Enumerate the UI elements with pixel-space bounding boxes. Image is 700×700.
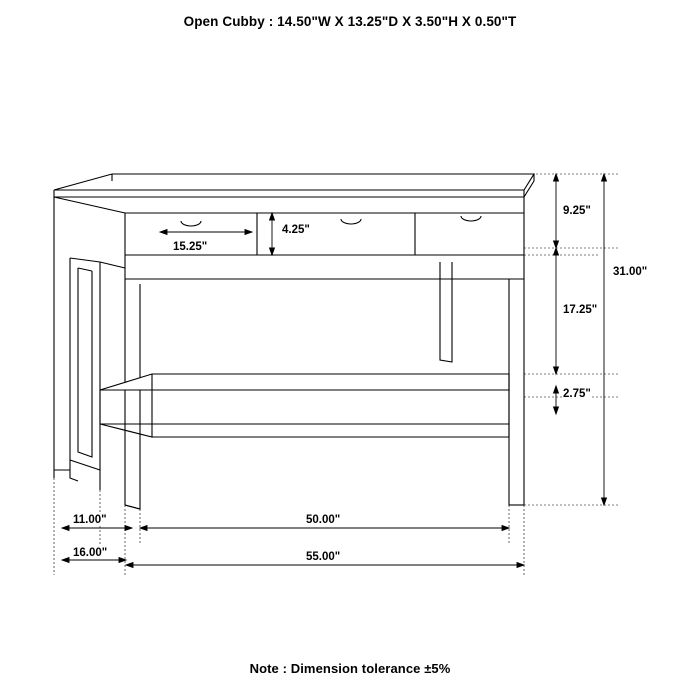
dim-label-drawer-width: 15.25" [173,241,208,253]
dim-label-leg-height: 2.75" [563,388,591,400]
left-side-panel [54,197,100,490]
dimension-arrows [62,174,607,568]
back-right-leg [440,262,452,362]
drawer-apron [54,197,524,279]
front-left-leg [125,279,140,509]
tolerance-note: Note : Dimension tolerance ±5% [249,661,451,676]
page-title: Open Cubby : 14.50"W X 13.25"D X 3.50"H X 0.50"T [183,14,517,29]
lower-shelf [100,374,509,437]
dim-label-apron-height: 9.25" [563,205,591,217]
dim-label-drawer-height: 4.25" [282,224,310,236]
shelf-back-rail [100,262,440,268]
dim-label-total-width: 55.00" [306,551,341,563]
dim-label-shelf-depth-front: 11.00" [73,514,107,526]
table-top [54,174,534,197]
dim-label-shelf-width: 50.00" [306,514,341,526]
dim-label-total-depth: 16.00" [73,547,108,559]
dim-label-shelf-gap: 17.25" [563,304,598,316]
dim-label-total-height: 31.00" [613,266,648,278]
front-right-leg [509,279,524,505]
